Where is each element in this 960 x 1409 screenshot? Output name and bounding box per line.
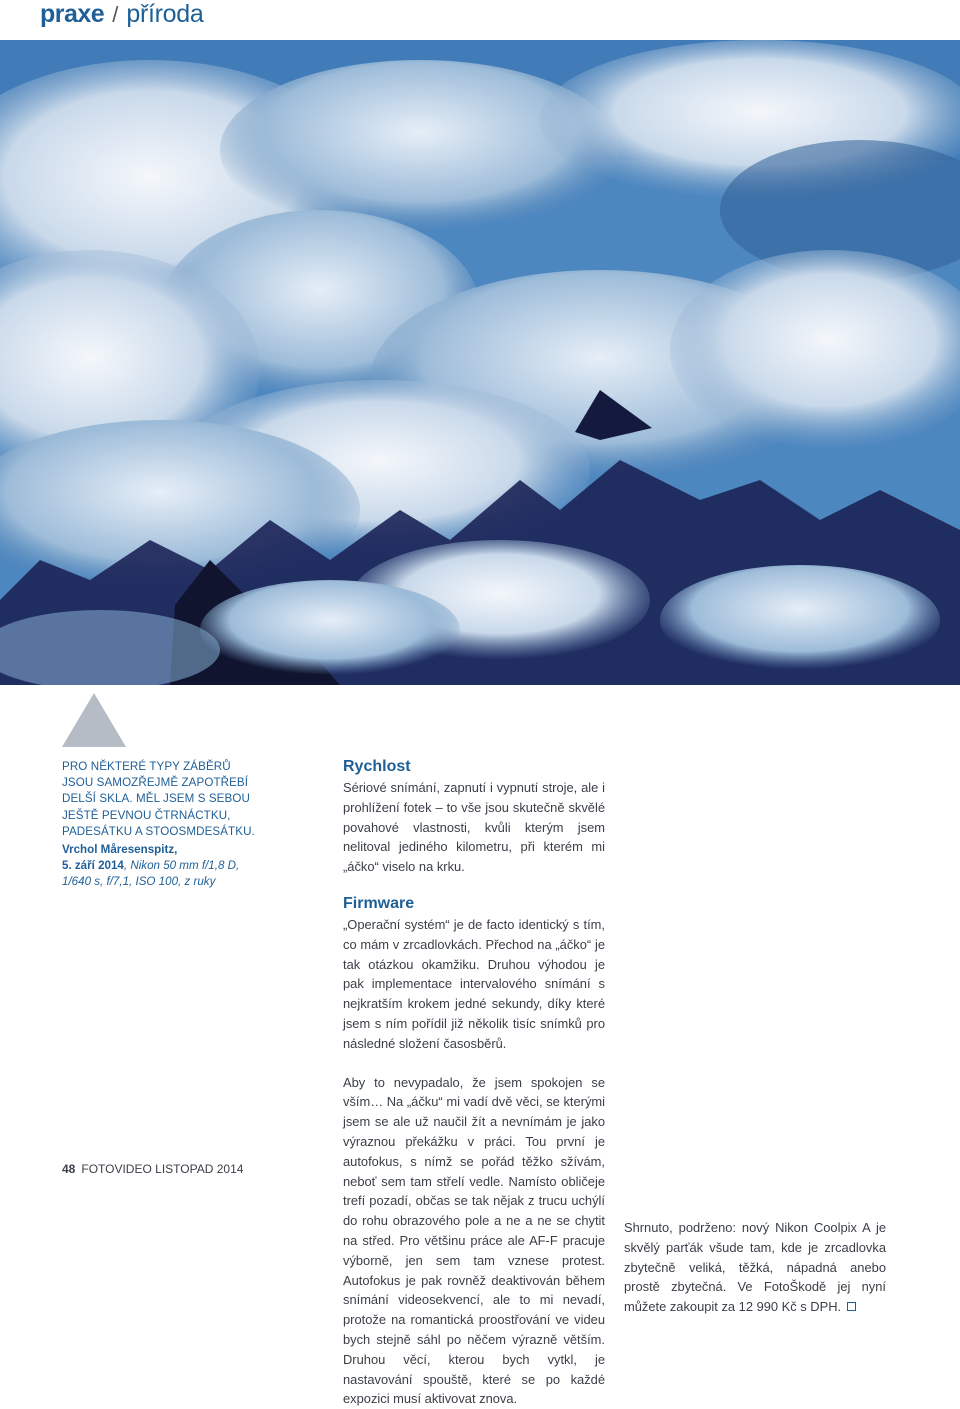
triangle-marker-icon	[62, 693, 126, 747]
section-title: praxe	[40, 0, 105, 28]
article-column-middle	[343, 757, 605, 1409]
caption-headline: PRO NĚKTERÉ TYPY ZÁBĚRŮ JSOU SAMOZŘEJMĚ ZAPOTŘEBÍ DELŠÍ SKLA. MĚL JSEM S SEBOU JEŠTĚ PEVNOU ČTRNÁCTKU, PADESÁTKU A STOOSMDESÁTKU.	[62, 760, 255, 838]
paragraph-speed: Sériové snímání, zapnutí i vypnutí stroje, ale i prohlížení fotek – to vše jsou skutečně skvělé povahové vlastnosti, kvůli kterým jsem nelitoval jediného kilometru, při kterém mi „áčko“ viselo na krku.	[343, 780, 605, 875]
paragraph-summary	[624, 1218, 886, 1317]
photo-caption	[62, 759, 262, 891]
caption-exif	[62, 858, 262, 890]
paragraph-firmware: „Operační systém“ je de facto identický s tím, co mám v zrcadlovkách. Přechod na „áčko“ je tak otázkou okamžiku. Druhou výhodou je pak implementace intervalového snímání s nejkratším krokem jedné sekundy, díky které jsem s ním pořídil již několik tisíc snímků pro následné složení časosběrů.	[343, 916, 605, 1051]
column-continuation-space	[624, 760, 886, 1218]
caption-place: Vrchol Måresenspitz,	[62, 843, 178, 857]
article-column-right	[624, 760, 886, 1317]
mountain-clouds-photo	[0, 40, 960, 685]
paragraph-two-things: Aby to nevypadalo, že jsem spokojen se vším… Na „áčku“ mi vadí dvě věci, se kterými jsem se ale už naučil žít a nevnímám je jako výraznou překážku v práci. Tou první je autofokus, s nímž se pořád těžko sžívám, neboť sem tam střelí vedle. Namísto obličeje trefí pozadí, občas se tak nějak z trucu uchýlí do rohu obrazového pole a ne a ne se chytit na střed. Pro většinu práce ale AF-F pracuje výborně, jen sem tam vznese protest. Autofokus je pak rovněž deaktivován během snímání videosekvencí, ale to mi nevadí, protože na romantická proostřování ve videu bych stejně sáhl po něčem výrazně větším. Druhou věcí, kterou bych vytkl, je nastavování spouště, které se po každé expozici musí aktivovat znova.	[343, 1074, 605, 1407]
photo-illustration	[0, 40, 960, 685]
page-number: 48	[62, 1162, 76, 1176]
heading-speed: Rychlost	[343, 758, 411, 775]
summary-text: Shrnuto, podrženo: nový Nikon Coolpix A je skvělý parťák všude tam, kde je zrcadlovka zbytečně veliká, těžká, nápadná anebo prostě zbytečná. Ve FotoŠkodě jej nyní můžete zakoupit za 12 990 Kč s DPH.	[624, 1220, 886, 1315]
header-separator: /	[112, 2, 119, 27]
caption-exif-text: , Nikon 50 mm f/1,8 D, 1/640 s, f/7,1, ISO 100, z ruky	[62, 859, 240, 889]
page-footer	[62, 1162, 243, 1176]
end-mark-icon	[847, 1302, 856, 1311]
subsection-title: příroda	[126, 0, 204, 28]
page-header	[40, 0, 203, 34]
heading-firmware: Firmware	[343, 894, 415, 912]
caption-date: 5. září 2014	[62, 859, 124, 873]
magazine-issue: FOTOVIDEO LISTOPAD 2014	[81, 1162, 244, 1176]
